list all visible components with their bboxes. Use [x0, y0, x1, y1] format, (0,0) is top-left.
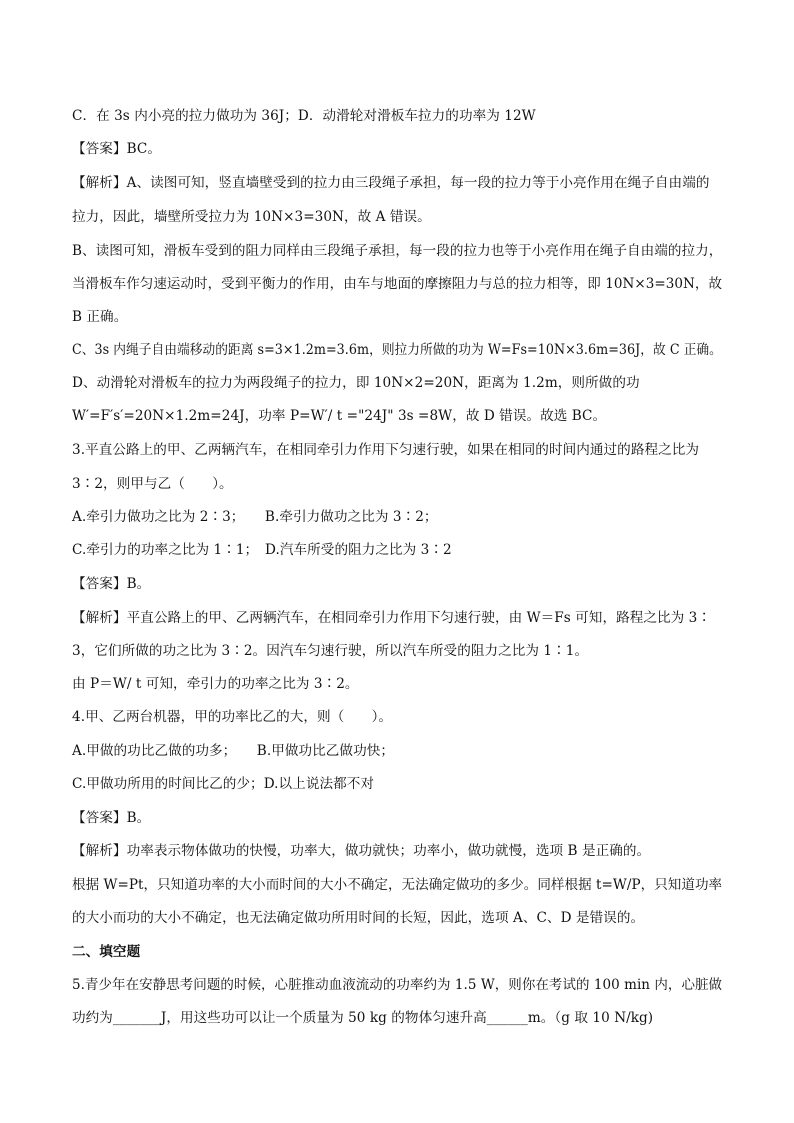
answer-line: 【答案】B。	[72, 576, 151, 592]
analysis-line: 【解析】功率表示物体做功的快慢，功率大，做功就快；功率小，做功就慢，选项 B 是正确的。	[72, 843, 651, 859]
answer-line: 【答案】BC。	[72, 141, 161, 157]
analysis-line: 的大小而功的大小不确定，也无法确定做功所用时间的长短，因此，选项 A、C、D 是错误的。	[72, 910, 645, 926]
question-4-line: 4.甲、乙两台机器，甲的功率比乙的大，则（ ）。	[72, 709, 393, 725]
analysis-line: D、动滑轮对滑板车的拉力为两段绳子的拉力，即 10N×2=20N，距离为 1.2m，则所做的功	[72, 375, 640, 391]
question-5-line: 功约为_______J，用这些功可以让一个质量为 50 kg 的物体匀速升高______m。（g 取 10 N/kg)	[72, 1010, 654, 1026]
question-3-line: 3.平直公路上的甲、乙两辆汽车，在相同牵引力作用下匀速行驶，如果在相同的时间内通过的路程之比为	[72, 442, 700, 458]
analysis-line: 【解析】平直公路上的甲、乙两辆汽车，在相同牵引力作用下匀速行驶，由 W＝Fs 可知，路程之比为 3∶	[72, 610, 712, 626]
option-line: C.甲做功所用的时间比乙的少；D.以上说法都不对	[72, 776, 375, 792]
analysis-line: 3，它们所做的功之比为 3∶2。因汽车匀速行驶，所以汽车所受的阻力之比为 1∶1。	[72, 643, 589, 659]
option-line: A.牵引力做功之比为 2∶3； B.牵引力做功之比为 3∶2；	[72, 509, 438, 525]
analysis-line: C、3s 内绳子自由端移动的距离 s=3×1.2m=3.6m，则拉力所做的功为 W=Fs=10N×3.6m=36J，故 C 正确。	[72, 342, 722, 358]
analysis-line: 拉力，因此，墙壁所受拉力为 10N×3=30N，故 A 错误。	[72, 209, 431, 225]
option-c-d-line: C．在 3s 内小亮的拉力做功为 36J；D．动滑轮对滑板车拉力的功率为 12W	[72, 108, 536, 124]
analysis-line: B、读图可知，滑板车受到的阻力同样由三段绳子承担，每一段的拉力也等于小亮作用在绳子自由端的拉力，	[72, 243, 723, 259]
section-heading: 二、填空题	[72, 944, 141, 960]
analysis-line: 由 P＝W/ t 可知，牵引力的功率之比为 3∶2。	[72, 676, 359, 692]
analysis-line: W′=F′s′=20N×1.2m=24J，功率 P=W′/ t ="24J" 3s =8W，故 D 错误。故选 BC。	[72, 408, 607, 424]
analysis-line: 【解析】A、读图可知，竖直墙壁受到的拉力由三段绳子承担，每一段的拉力等于小亮作用在绳子自由端的	[72, 175, 710, 191]
question-3-line: 3∶2，则甲与乙（ ）。	[72, 476, 233, 492]
option-line: A.甲做的功比乙做的功多； B.甲做功比乙做功快；	[72, 743, 395, 759]
analysis-line: 当滑板车作匀速运动时，受到平衡力的作用，由车与地面的摩擦阻力与总的拉力相等，即 10N×3=30N，故	[72, 276, 723, 292]
question-5-line: 5.青少年在安静思考问题的时候，心脏推动血液流动的功率约为 1.5 W，则你在考试的 100 min 内，心脏做	[72, 977, 723, 993]
analysis-line: 根据 W=Pt，只知道功率的大小而时间的大小不确定，无法确定做功的多少。同样根据 t=W/P，只知道功率	[72, 877, 723, 893]
option-line: C.牵引力的功率之比为 1∶1； D.汽车所受的阻力之比为 3∶2	[72, 542, 452, 558]
analysis-line: B 正确。	[72, 309, 128, 325]
answer-line: 【答案】B。	[72, 810, 151, 826]
